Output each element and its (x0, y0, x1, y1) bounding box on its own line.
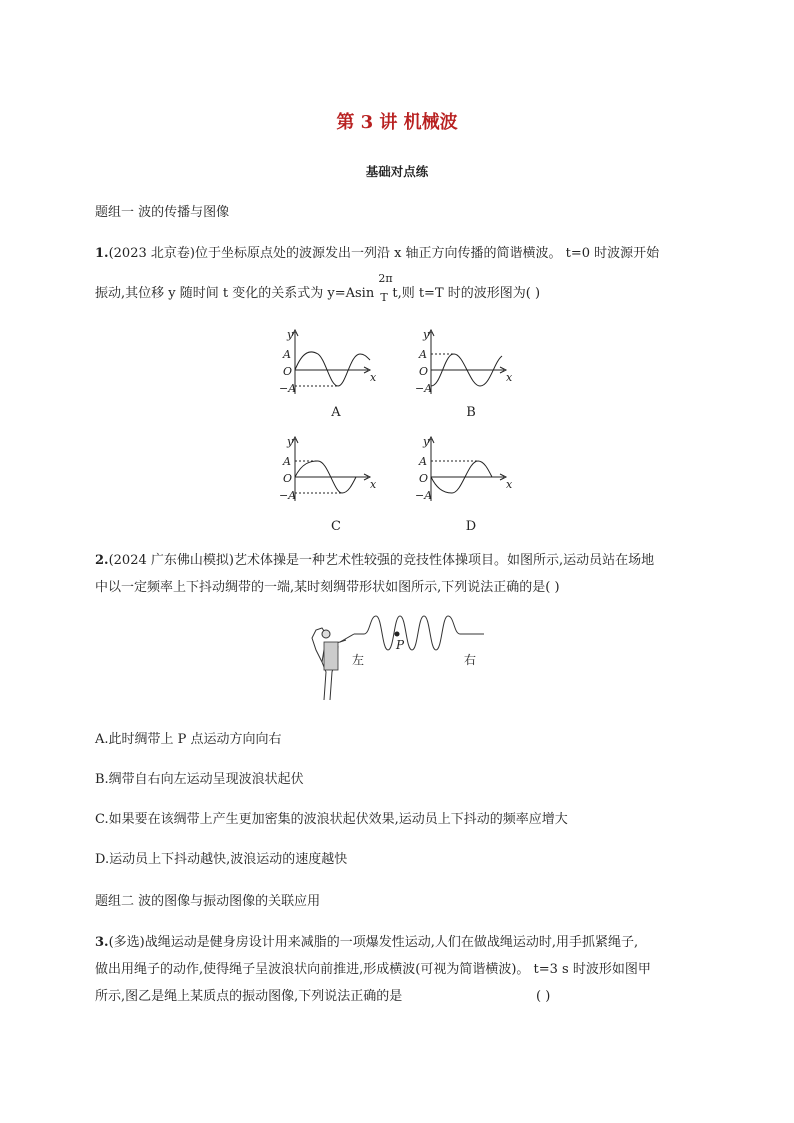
q2-option-B: B.绸带自右向左运动呈现波浪状起伏 (95, 772, 304, 787)
axis-label-x-B: x (506, 371, 513, 384)
tick-A-A: A (283, 348, 291, 361)
tick-negA-B: −A (415, 382, 433, 395)
q2-option-D: D.运动员上下抖动越快,波浪运动的速度越快 (95, 852, 348, 867)
q2-number: 2. (95, 553, 109, 568)
axis-label-x-C: x (370, 478, 377, 491)
q3-line3: 所示,图乙是绳上某质点的振动图像,下列说法正确的是 (95, 989, 403, 1004)
axis-label-y-C: y (287, 435, 294, 448)
q1-fraction (378, 272, 393, 304)
tick-negA-D: −A (415, 489, 433, 502)
q2-option-A: A.此时绸带上 P 点运动方向向右 (95, 732, 282, 747)
q1-frac-den: T (380, 291, 388, 304)
q2-line2: 中以一定频率上下抖动绸带的一端,某时刻绸带形状如图所示,下列说法正确的是( ) (95, 580, 560, 595)
axis-label-y-D: y (423, 435, 430, 448)
q1-text-2a: 振动,其位移 y 随时间 t 变化的关系式为 y=Asin (95, 286, 375, 301)
q1-number: 1. (95, 246, 109, 261)
q3-number: 3. (95, 935, 109, 950)
q3-answer-paren: ( ) (536, 989, 551, 1004)
group-heading-1: 题组一 波的传播与图像 (95, 205, 230, 220)
q1-line2 (95, 272, 541, 304)
tick-negA-A: −A (279, 382, 297, 395)
q1-option-B: B (466, 405, 476, 420)
group-heading-2: 题组二 波的图像与振动图像的关联应用 (95, 894, 321, 909)
tick-A-D: A (419, 455, 427, 468)
gymnast-torso (324, 642, 338, 670)
tick-O-A: O (283, 365, 293, 378)
tick-A-B: A (419, 348, 427, 361)
tick-O-B: O (419, 365, 429, 378)
axis-label-y-B: y (423, 328, 430, 341)
tick-A-C: A (283, 455, 291, 468)
point-P-marker (395, 632, 400, 637)
q1-option-D: D (465, 519, 477, 534)
x-axis-A (295, 367, 370, 373)
axis-label-y-A: y (287, 328, 294, 341)
gymnast-head (322, 630, 330, 638)
gymnast-ribbon-figure (300, 610, 500, 710)
axis-label-x-D: x (506, 478, 513, 491)
q3-text-1: (多选)战绳运动是健身房设计用来减脂的一项爆发性运动,人们在做战绳运动时,用手抓紧绳子, (108, 935, 639, 950)
q2-line1 (95, 551, 654, 571)
tick-O-D: O (419, 472, 429, 485)
tick-O-C: O (283, 472, 293, 485)
q1-line1 (95, 244, 659, 264)
point-P-label: P (396, 638, 405, 652)
q3-line1 (95, 933, 638, 953)
q1-option-C: C (331, 519, 341, 534)
q3-line2: 做出用绳子的动作,使得绳子呈波浪状向前推进,形成横波(可视为简谐横波)。 t=3 s 时波形如图甲 (95, 962, 651, 977)
q2-text-1: (2024 广东佛山模拟)艺术体操是一种艺术性较强的竞技性体操项目。如图所示,运动员站在场地 (108, 553, 655, 568)
page-title: 第 3 讲 机械波 (336, 112, 458, 133)
gymnast-arm (340, 634, 354, 642)
q1-option-A: A (331, 405, 341, 420)
tick-negA-C: −A (279, 489, 297, 502)
x-axis-D (431, 474, 506, 480)
axis-label-x-A: x (370, 371, 377, 384)
q2-option-C: C.如果要在该绸带上产生更加密集的波浪状起伏效果,运动员上下抖动的频率应增大 (95, 812, 568, 827)
q1-text-2b: t,则 t=T 时的波形图为( ) (392, 286, 541, 301)
section-subtitle: 基础对点练 (365, 164, 429, 179)
q1-frac-num: 2π (378, 272, 393, 285)
label-right: 右 (464, 653, 477, 667)
wave-A (295, 352, 370, 386)
q1-text-1: (2023 北京卷)位于坐标原点处的波源发出一列沿 x 轴正方向传播的简谐横波。 t=0 时波源开始 (108, 246, 660, 261)
x-axis-C (295, 474, 370, 480)
ribbon-wave (354, 616, 484, 650)
label-left: 左 (352, 653, 365, 667)
q1-figures (240, 322, 540, 552)
